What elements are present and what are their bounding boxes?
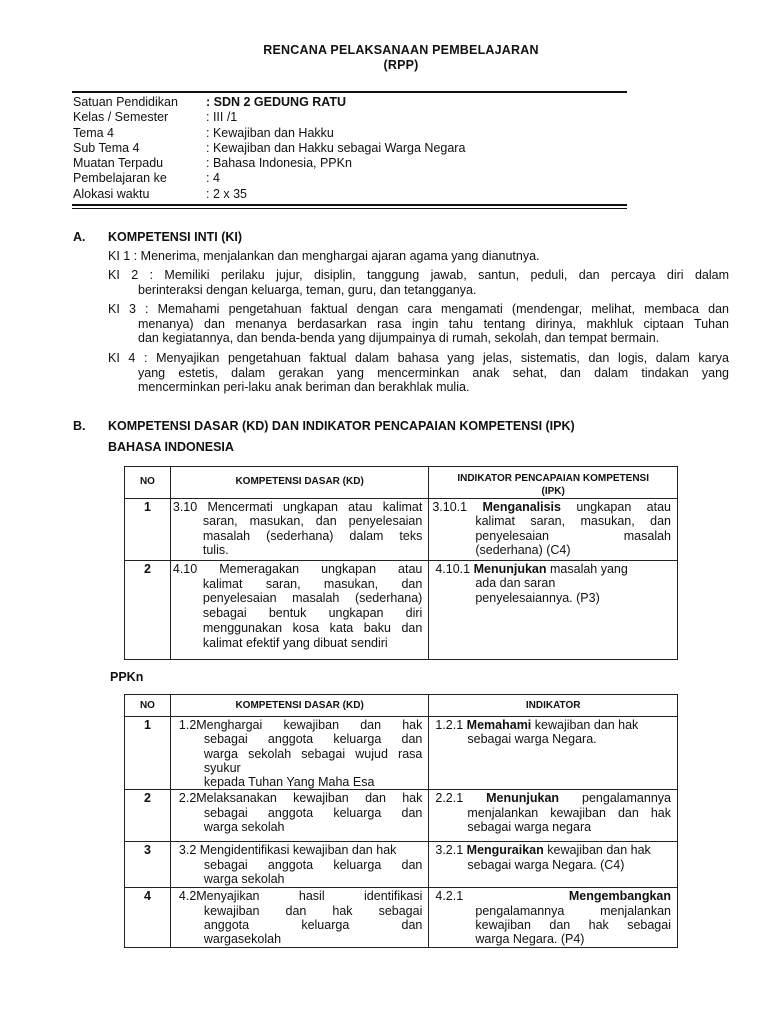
ki-line: berinteraksi dengan keluarga, teman, guru, dan tetangganya. (138, 282, 477, 297)
info-row-class (73, 110, 465, 125)
subject-heading-ppkn: PPKn (110, 670, 144, 684)
section-a-title: KOMPETENSI INTI (KI) (108, 230, 243, 244)
kd-line: syukur (203, 760, 241, 775)
table-row (125, 499, 678, 561)
indicator-cell (429, 717, 678, 790)
indicator-verb: Mengembangkan (568, 889, 671, 904)
header-ipk (429, 467, 678, 499)
indicator-cell (429, 790, 678, 842)
info-value: : 4 (206, 171, 220, 186)
kd-line: menggunakan kosa kata baku dan (202, 620, 423, 635)
kd-line: 4.2Menyajikan hasil identifikasi (178, 889, 423, 904)
kd-cell (170, 717, 428, 790)
info-row-time (73, 187, 465, 202)
kd-line: tulis. (202, 542, 229, 557)
kd-line: sebagai anggota keluarga dan (203, 805, 423, 820)
kd-cell (170, 790, 428, 842)
indicator-code: 4.2.1 (435, 889, 464, 904)
indicator-cell (429, 499, 678, 561)
kd-line: anggota keluarga dan (203, 918, 423, 933)
indicator-code: 4.10.1 (435, 562, 471, 576)
info-label: Satuan Pendidikan (73, 95, 178, 109)
info-row-subtheme (73, 141, 465, 156)
kd-line: masalah (sederhana) dalam teks (202, 528, 423, 543)
kd-line: sebagai anggota keluarga dan (203, 732, 423, 747)
info-label: Muatan Terpadu (73, 156, 164, 171)
kd-line: 2.2Melaksanakan kewajiban dan hak (178, 791, 423, 806)
row-number: 3 (125, 842, 171, 888)
info-row-theme (73, 126, 465, 141)
ki-line: dan kegiatannya, dan benda-benda yang dijumpainya di rumah, sekolah, dan tempat bermain. (138, 331, 660, 345)
info-label: Tema 4 (73, 125, 114, 140)
section-a-letter: A. (73, 230, 86, 244)
indicator-line: sebagai warga Negara. (C4) (467, 857, 625, 872)
header-ipk-line-1: INDIKATOR PENCAPAIAN KOMPETENSI (457, 473, 650, 484)
info-value: : 2 x 35 (206, 186, 247, 201)
ki-1 (108, 249, 729, 264)
ki-line: menanya) dan menanya berdasarkan rasa ingin tahu tentang dirinya, makhluk ciptaan Tuhan (138, 316, 729, 331)
indicator-line: sebagai warga Negara. (467, 732, 597, 747)
kd-line: kalimat saran, masukan, dan (202, 576, 423, 591)
section-b-letter: B. (73, 419, 86, 433)
info-value: : Kewajiban dan Hakku sebagai Warga Negara (206, 140, 466, 155)
header-no: NO (125, 695, 171, 717)
kd-line: 1.2Menghargai kewajiban dan hak (178, 718, 423, 732)
info-row-subjects (73, 156, 465, 171)
indicator-line: kewajiban dan hak sebagai (475, 918, 671, 933)
indicator-cell (429, 888, 678, 948)
info-label: Pembelajaran ke (73, 171, 167, 186)
indicator-verb: Menunjukan (473, 562, 547, 576)
kd-line: 3.10 Mencermati ungkapan atau kalimat (172, 500, 423, 514)
ki-line: KI 4 : Menyajikan pengetahuan faktual dalam bahasa yang jelas, sistematis, dan logis, dalam karya (108, 351, 729, 365)
indicator-line: ada dan saran (475, 576, 556, 591)
kd-cell (170, 888, 428, 948)
ki-line: KI 3 : Memahami pengetahuan faktual dengan cara mengamati (mendengar, melihat, membaca dan (108, 302, 729, 316)
kd-line: sebagai anggota keluarga dan (203, 857, 423, 872)
indicator-code: 3.10.1 (432, 500, 468, 514)
table-header-row (125, 467, 678, 499)
info-value: : Bahasa Indonesia, PPKn (206, 156, 352, 171)
indicator-line: penyelesaiannya. (P3) (475, 590, 600, 605)
indicator-verb: Menunjukan (486, 791, 560, 806)
subject-heading-bahasa-indonesia: BAHASA INDONESIA (108, 440, 234, 454)
info-label: Sub Tema 4 (73, 140, 140, 155)
header-divider-bottom-1 (72, 204, 627, 206)
indicator-verb: Memahami (466, 718, 532, 732)
indicator-line: warga Negara. (P4) (475, 932, 585, 947)
indicator-line: (sederhana) (C4) (475, 542, 571, 557)
kd-line: penyelesaian masalah (sederhana) (202, 591, 423, 606)
kd-line: kepada Tuhan Yang Maha Esa (203, 775, 375, 790)
ki-3 (108, 302, 729, 346)
indicator-text: kewajiban dan hak (547, 843, 651, 858)
ki-line: KI 2 : Memiliki perilaku jujur, disiplin, tanggung jawab, santun, peduli, dan percaya diri dalam (108, 268, 729, 282)
kd-line: kalimat efektif yang dibuat sendiri (202, 635, 388, 650)
document-title: RENCANA PELAKSANAAN PEMBELAJARAN (263, 43, 539, 57)
indicator-verb: Menguraikan (466, 843, 544, 858)
kd-cell (170, 499, 428, 561)
ki-line: yang estetis, dalam gerakan yang mencerminkan anak sehat, dan dalam tindakan yang (138, 365, 729, 380)
header-divider-bottom-2 (72, 208, 627, 209)
table-row (125, 561, 678, 660)
row-number: 2 (125, 790, 171, 842)
kd-cell (170, 842, 428, 888)
indicator-line: pengalamannya menjalankan (475, 903, 671, 918)
table-row (125, 717, 678, 790)
table-row (125, 842, 678, 888)
table-row (125, 790, 678, 842)
kd-line: 4.10 Memeragakan ungkapan atau (172, 562, 423, 576)
info-row-school (73, 95, 465, 110)
info-label: Alokasi waktu (73, 186, 150, 201)
kd-table-ppkn (124, 694, 678, 948)
indicator-cell (429, 842, 678, 888)
header-kd: KOMPETENSI DASAR (KD) (170, 695, 428, 717)
indicator-line: sebagai warga negara (467, 820, 592, 835)
kd-line: 3.2 Mengidentifikasi kewajiban dan hak (178, 843, 397, 858)
table-row (125, 888, 678, 948)
indicator-code: 1.2.1 (435, 718, 464, 732)
kd-line: warga sekolah sebagai wujud rasa (203, 746, 423, 761)
kd-line: sebagai bentuk ungkapan diri (202, 606, 423, 621)
kd-line: warga sekolah (203, 872, 285, 887)
document-subtitle: (RPP) (383, 58, 419, 72)
info-label: Kelas / Semester (73, 110, 169, 125)
ki-4 (108, 351, 729, 395)
indicator-code: 2.2.1 (435, 791, 464, 806)
header-kd: KOMPETENSI DASAR (KD) (170, 467, 428, 499)
indicator-verb: Menganalisis (482, 500, 561, 514)
row-number: 4 (125, 888, 171, 948)
info-row-lesson (73, 171, 465, 186)
header-no: NO (125, 467, 171, 499)
indicator-cell (429, 561, 678, 660)
indicator-line: penyelesaian masalah (475, 528, 671, 543)
row-number: 2 (125, 561, 171, 660)
kd-line: warga sekolah (203, 820, 285, 835)
info-value: : SDN 2 GEDUNG RATU (206, 95, 347, 109)
indicator-line: kalimat saran, masukan, dan (475, 514, 671, 529)
kd-table-bahasa-indonesia (124, 466, 678, 660)
indicator-text: pengalamannya (582, 791, 671, 806)
ki-line: KI 1 : Menerima, menjalankan dan menghargai ajaran agama yang dianutnya. (108, 249, 540, 263)
row-number: 1 (125, 717, 171, 790)
indicator-text: kewajiban dan hak (534, 718, 639, 732)
kd-line: wargasekolah (203, 932, 282, 947)
table-header-row (125, 695, 678, 717)
ki-2 (108, 268, 729, 297)
indicator-line: menjalankan kewajiban dan hak (467, 805, 671, 820)
header-ipk-line-2: (IPK) (541, 486, 565, 497)
row-number: 1 (125, 499, 171, 561)
kd-cell (170, 561, 428, 660)
header-divider-top (72, 91, 627, 93)
info-value: : Kewajiban dan Hakku (206, 125, 334, 140)
info-value: : III /1 (206, 110, 238, 125)
indicator-text: ungkapan atau (576, 500, 671, 514)
kd-line: kewajiban dan hak sebagai (203, 903, 423, 918)
identity-block (73, 95, 465, 202)
indicator-code: 3.2.1 (435, 843, 464, 858)
header-indikator: INDIKATOR (429, 695, 678, 717)
indicator-text: masalah yang (550, 562, 628, 576)
ki-line: mencerminkan peri-laku anak beriman dan berakhlak mulia. (138, 380, 470, 394)
section-b-title: KOMPETENSI DASAR (KD) DAN INDIKATOR PENCAPAIAN KOMPETENSI (IPK) (108, 419, 575, 433)
kd-line: saran, masukan, dan penyelesaian (202, 514, 423, 529)
